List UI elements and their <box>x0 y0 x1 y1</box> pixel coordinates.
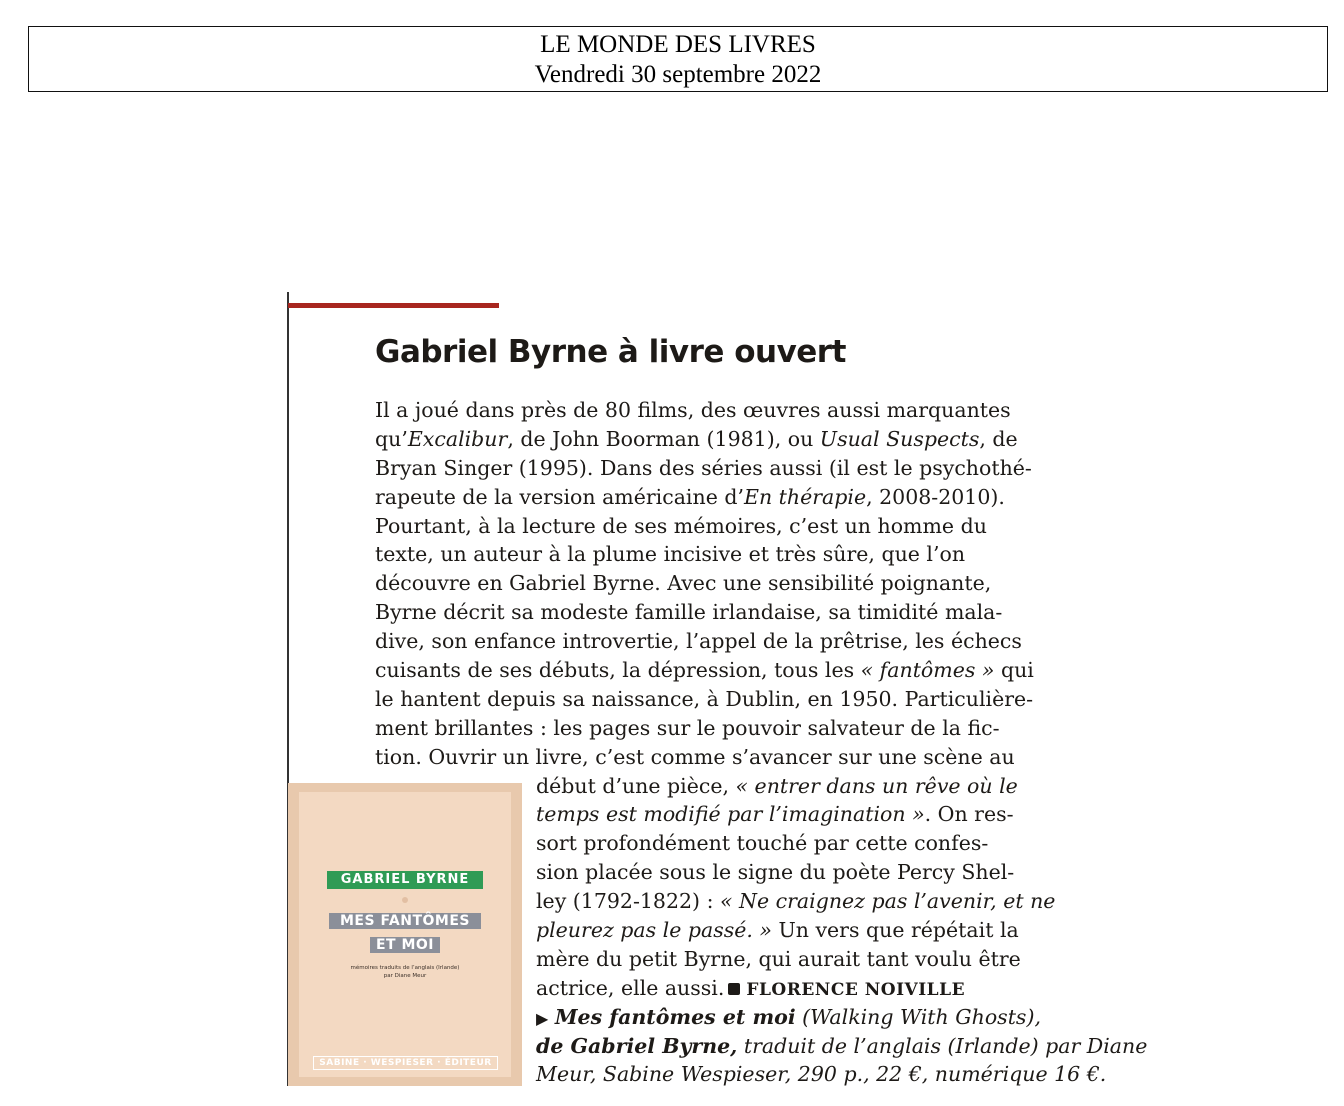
text-segment: , 2008-2010). <box>866 484 1005 509</box>
italic-segment: En thérapie <box>743 484 867 509</box>
text-segment: . On res- <box>924 802 1014 827</box>
italic-segment: pleurez pas le passé. » <box>536 918 772 943</box>
text-segment: Pourtant, à la lecture de ses mémoires, c’est un homme du <box>375 513 987 538</box>
body-line <box>375 425 1045 454</box>
translation-info: traduit de l’anglais (Irlande) par Diane <box>737 1033 1148 1058</box>
cover-subtitle-line-1: mémoires traduits de l’anglais (Irlande) <box>350 965 460 971</box>
text-segment: , de John Boorman (1981), ou <box>507 426 820 451</box>
body-line <box>375 598 1045 627</box>
cover-subtitle-line-2: par Diane Meur <box>383 973 427 979</box>
italic-segment: « Ne craignez pas l’avenir, et ne <box>720 889 1056 914</box>
cover-dot-ornament <box>402 897 408 903</box>
publication-date: Vendredi 30 septembre 2022 <box>534 61 822 88</box>
text-segment: ley (1792-1822) : <box>536 889 720 914</box>
text-segment: Un vers que répétait la <box>771 918 1019 943</box>
body-lines-full <box>375 396 1045 772</box>
book-title: Mes fantômes et moi <box>554 1004 796 1029</box>
arrow-icon: ▶ <box>536 1008 549 1028</box>
cover-author: GABRIEL BYRNE <box>327 871 483 889</box>
article-headline: Gabriel Byrne à livre ouvert <box>375 334 846 370</box>
book-cover-image <box>288 783 522 1086</box>
book-author: de Gabriel Byrne, <box>536 1033 738 1058</box>
text-segment: qui <box>994 658 1034 683</box>
body-line <box>375 627 1045 656</box>
text-segment: tion. Ouvrir un livre, c’est comme s’avancer sur une scène au <box>375 744 1015 769</box>
closing-text: actrice, elle aussi. <box>536 975 725 1000</box>
italic-segment: Excalibur <box>407 426 508 451</box>
newspaper-header <box>28 26 1328 92</box>
body-line <box>375 569 1045 598</box>
body-line <box>375 540 1045 569</box>
italic-segment: « fantômes » <box>860 658 995 683</box>
publication-name: LE MONDE DES LIVRES <box>540 31 816 58</box>
italic-segment: « entrer dans un rêve où le <box>735 773 1018 798</box>
book-cover <box>299 792 511 1077</box>
text-segment: qu’ <box>375 426 408 451</box>
text-segment: rapeute de la version américaine d’ <box>375 484 744 509</box>
italic-segment: temps est modifié par l’imagination » <box>536 802 925 827</box>
biblio-line-3: Meur, Sabine Wespieser, 290 p., 22 €, numérique 16 €. <box>536 1062 1107 1087</box>
text-segment: , de <box>979 426 1018 451</box>
author-signature: FLORENCE NOIVILLE <box>746 979 966 1000</box>
body-line <box>375 454 1045 483</box>
italic-segment: Usual Suspects <box>819 426 980 451</box>
original-title: (Walking With Ghosts), <box>795 1004 1041 1029</box>
body-line <box>375 512 1045 541</box>
end-mark-icon <box>728 983 740 995</box>
cover-title-line-2: ET MOI <box>370 937 440 953</box>
text-segment: sion placée sous le signe du poète Percy Shel- <box>536 860 1015 885</box>
cover-publisher: SABINE · WESPIESER · ÉDITEUR <box>313 1056 498 1070</box>
body-line <box>375 685 1045 714</box>
body-line <box>375 396 1045 425</box>
text-segment: cuisants de ses débuts, la dépression, tous les <box>375 658 861 683</box>
body-line <box>375 483 1045 512</box>
text-segment: texte, un auteur à la plume incisive et très sûre, que l’on <box>375 542 966 567</box>
text-segment: mère du petit Byrne, qui aurait tant voulu être <box>536 946 1021 971</box>
body-line <box>375 656 1045 685</box>
text-segment: début d’une pièce, <box>536 773 736 798</box>
text-segment: découvre en Gabriel Byrne. Avec une sensibilité poignante, <box>375 571 992 596</box>
article-accent-rule <box>288 303 499 308</box>
text-segment: sort profondément touché par cette confes- <box>536 831 989 856</box>
text-segment: dive, son enfance introvertie, l’appel de la prêtrise, les échecs <box>375 629 1022 654</box>
text-segment: ment brillantes : les pages sur le pouvoir salvateur de la fic- <box>375 715 1000 740</box>
text-segment: Bryan Singer (1995). Dans des séries aussi (il est le psychothé- <box>375 455 1032 480</box>
cover-title-line-1: MES FANTÔMES <box>329 913 481 929</box>
text-segment: le hantent depuis sa naissance, à Dublin, en 1950. Particulière- <box>375 686 1034 711</box>
body-line <box>375 743 1045 772</box>
body-line <box>375 714 1045 743</box>
cover-subtitle <box>319 964 491 980</box>
text-segment: Il a joué dans près de 80 films, des œuvres aussi marquantes <box>375 398 1011 422</box>
text-segment: Byrne décrit sa modeste famille irlandaise, sa timidité mala- <box>375 600 1003 625</box>
